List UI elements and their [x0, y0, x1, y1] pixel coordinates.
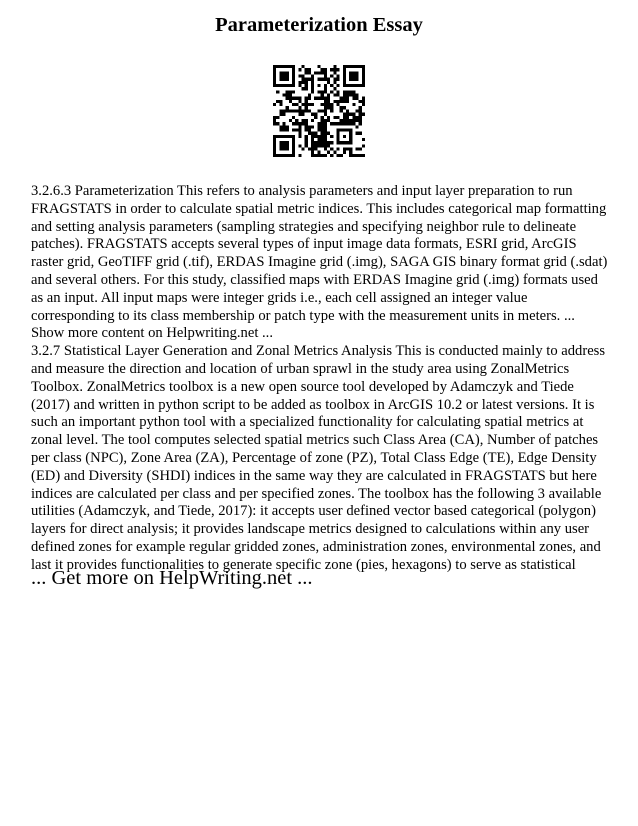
qr-code-icon[interactable]: [273, 65, 365, 157]
essay-paragraph: 3.2.7 Statistical Layer Generation and Zonal Metrics Analysis This is conducted mainly to address and measure the direction and location of urban sprawl in the study area using ZonalMetrics Toolbox. ZonalMetrics toolbox is a new open source tool developed by Adamczyk and Tiede (2017) and written in python script to be added as toolbox in ArcGIS 10.2 or latest versions. It is such an important python tool with a specialized functionality for calculating spatial metrics at zonal level. The tool computes selected spatial metrics such Class Area (CA), Number of patches per class (NPC), Zone Area (ZA), Percentage of zone (PZ), Total Class Edge (TE), Edge Density (ED) and Diversity (SHDI) indices in the same way they are calculated in FRAGSTATS but here indices are calculated per class and per specified zones. The toolbox has the following 3 available utilities (Adamczyk, and Tiede, 2017): it accepts user defined vector based categorical (polygon) layers for direct analysis; it provides landscape metrics designed to calculations within any user defined zones for example regular gridded zones, administration zones, environmental zones, and last it provides functionalities to generate specific zone (pies, hexagons) to serve as statistical: [31, 343, 606, 573]
qr-code-graphic: [273, 65, 365, 157]
essay-paragraph: 3.2.6.3 Parameterization This refers to analysis parameters and input layer preparation to run FRAGSTATS in order to calculate spatial metric indices. This includes categorical map formatting and setting analysis parameters (sampling strategies and specifying neighbor rule to delineate patches). FRAGSTATS accepts several types of input image data formats, ESRI grid, ArcGIS raster grid, GeoTIFF grid (.tif), ERDAS Imagine grid (.img), SAGA GIS binary format grid (.sdat) and several others. For this study, classified maps with ERDAS Imagine grid (.img) formats used as an input. All input maps were integer grids i.e., each cell assigned an integer value corresponding to its class membership or patch type with the measurement units in meters. ... Show more content on Helpwriting.net ...: [31, 183, 608, 342]
get-more-link[interactable]: ... Get more on HelpWriting.net ...: [31, 567, 313, 589]
page-title: Parameterization Essay: [215, 14, 423, 36]
essay-body: [31, 183, 611, 575]
